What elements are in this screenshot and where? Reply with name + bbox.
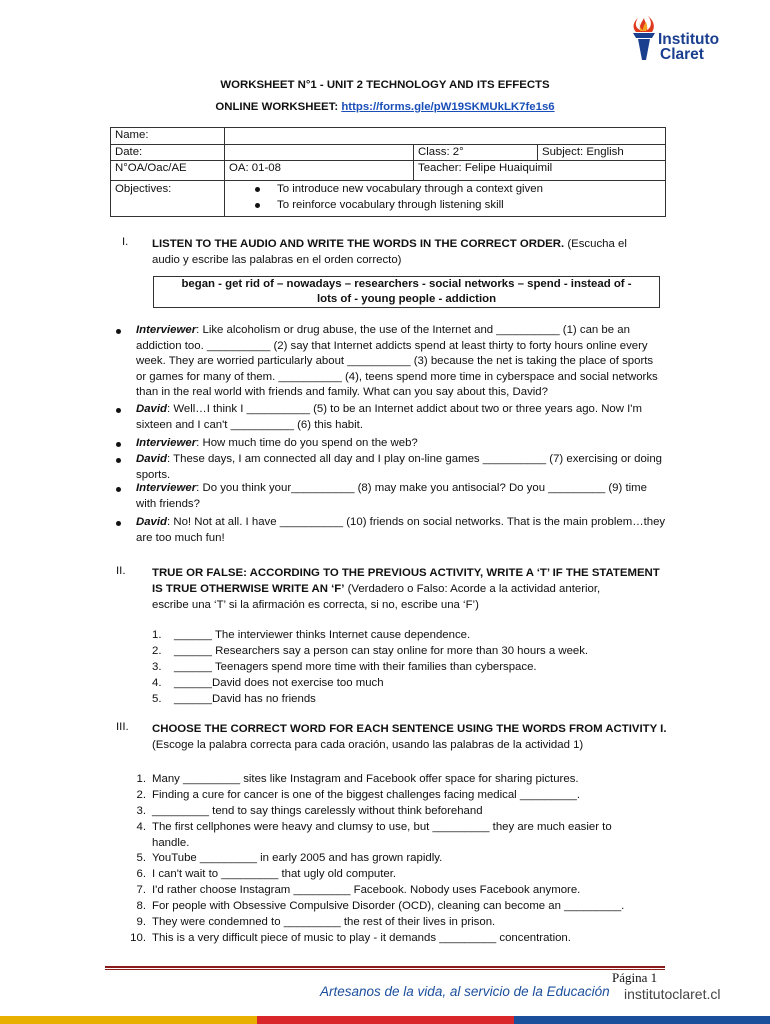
speaker-name: David — [136, 516, 168, 528]
bullet-icon — [116, 458, 121, 463]
item-number: 2. — [136, 788, 146, 801]
section2-number: II. — [116, 565, 126, 577]
footer-website: institutoclaret.cl — [624, 986, 721, 1002]
section2-heading — [152, 565, 672, 613]
dialogue-line: Interviewer: Like alcoholism or drug abuse, the use of the Internet and __________ (1) can be an — [136, 324, 630, 336]
item-number: 7. — [136, 884, 146, 897]
online-worksheet-line — [0, 101, 770, 113]
item-text: For people with Obsessive Compulsive Disorder (OCD), cleaning can become an _________. — [152, 900, 625, 913]
section2-title2: IS TRUE OTHERWISE WRITE AN ‘F’ — [152, 583, 345, 595]
dialogue-line: sixteen and I can't __________ (6) this habit. — [136, 418, 363, 431]
item-text: ______ The interviewer thinks Internet cause dependence. — [174, 629, 471, 641]
dialogue-line: David: These days, I am connected all day and I play on-line games __________ (7) exercising or doing — [136, 453, 662, 465]
class-label: Class: 2° — [414, 144, 538, 161]
dialogue-line: David: No! Not at all. I have __________ (10) friends on social networks. That is the main problem…they — [136, 516, 666, 528]
true-false-item — [152, 643, 672, 659]
item-text: _________ tend to say things carelessly without think beforehand — [152, 804, 483, 817]
section2-title3: escribe una ‘T’ si la afirmación es correcta, si no, escribe una ‘F’) — [152, 599, 479, 611]
name-field[interactable] — [225, 128, 666, 145]
dialogue-item — [116, 402, 716, 433]
true-false-item — [152, 627, 672, 643]
bullet-icon — [116, 329, 121, 334]
dialogue-text — [136, 402, 716, 433]
item-text: Finding a cure for cancer is one of the biggest challenges facing medical _________. — [152, 788, 581, 801]
speaker-name: Interviewer — [136, 324, 197, 336]
torch-icon — [630, 14, 658, 70]
dialogue-item — [116, 436, 716, 452]
logo-line1: Instituto — [658, 31, 720, 48]
item-text: ______David does not exercise too much — [174, 677, 384, 689]
footer-divider-thin — [105, 969, 665, 970]
choose-word-item — [124, 804, 684, 820]
item-number: 9. — [136, 916, 146, 929]
section3-number: III. — [116, 721, 129, 733]
dialogue-line: than in the real world with friends and family. What can you say about this, David? — [136, 386, 548, 398]
dialogue-text — [136, 436, 716, 452]
subject-label: Subject: English — [538, 144, 666, 161]
dialogue-item — [116, 515, 716, 546]
choose-word-item — [124, 836, 684, 852]
section1-heading — [152, 236, 672, 268]
footer-divider — [105, 966, 665, 968]
dialogue-line: addiction too. __________ (2) say that Internet addicts spend at least thirty to forty hours online every — [136, 339, 648, 352]
date-field[interactable] — [225, 144, 414, 161]
bullet-icon — [116, 442, 121, 447]
institute-logo — [630, 14, 750, 70]
word-bank-box — [153, 276, 660, 308]
section1-title-es2: audio y escribe las palabras en el orden correcto) — [152, 254, 402, 266]
item-text: I can't wait to _________ that ugly old computer. — [152, 868, 397, 881]
true-false-list — [152, 627, 672, 707]
objective-item: To introduce new vocabulary through a context given — [255, 182, 661, 198]
true-false-item — [152, 691, 672, 707]
teacher-label: Teacher: Felipe Huaiquimil — [414, 161, 666, 181]
item-text: Many _________ sites like Instagram and Facebook offer space for sharing pictures. — [152, 773, 579, 785]
item-number: 3. — [136, 804, 146, 817]
item-number: 4. — [152, 677, 162, 689]
item-number: 3. — [152, 661, 162, 673]
item-text: This is a very difficult piece of music to play - it demands _________ concentration. — [152, 931, 571, 944]
objectives-label: Objectives: — [111, 181, 225, 217]
section2-title1: TRUE OR FALSE: ACCORDING TO THE PREVIOUS ACTIVITY, WRITE A ‘T’ IF THE STATEMENT — [152, 567, 660, 579]
item-number: 8. — [136, 900, 146, 913]
section1-title: LISTEN TO THE AUDIO AND WRITE THE WORDS IN THE CORRECT ORDER. — [152, 238, 565, 250]
dialogue-text — [136, 515, 716, 546]
item-text: handle. — [152, 836, 190, 849]
choose-word-item — [124, 899, 684, 915]
dialogue-text — [136, 323, 716, 401]
objective-item: To reinforce vocabulary through listening skill — [255, 198, 661, 214]
dialogue-line: David: Well…I think I __________ (5) to be an Internet addict about two or three years ago. Now I'm — [136, 403, 642, 415]
bullet-icon — [116, 521, 121, 526]
speaker-name: Interviewer — [136, 437, 197, 449]
item-number: 2. — [152, 645, 162, 657]
item-text: They were condemned to _________ the rest of their lives in prison. — [152, 916, 496, 929]
dialogue-line: Interviewer: How much time do you spend on the web? — [136, 437, 418, 449]
date-label: Date: — [111, 144, 225, 161]
word-bank-line1: began - get rid of – nowadays – researchers - social networks – spend - instead of - — [181, 278, 632, 290]
item-number: 5. — [152, 693, 162, 705]
item-number: 10. — [130, 931, 146, 944]
item-number: 1. — [152, 629, 162, 641]
item-number: 5. — [136, 852, 146, 865]
bullet-icon — [116, 408, 121, 413]
dialogue-item — [116, 481, 716, 512]
choose-word-item — [124, 915, 684, 931]
dialogue-item — [116, 452, 716, 483]
section3-title-es: (Escoge la palabra correcta para cada oración, usando las palabras de la actividad 1) — [152, 739, 584, 751]
item-text: The first cellphones were heavy and clumsy to use, but _________ they are much easier to — [152, 820, 612, 833]
dialogue-line: with friends? — [136, 497, 200, 510]
true-false-item — [152, 675, 672, 691]
choose-word-item — [124, 820, 684, 836]
dialogue-line: week. They are worried particularly about __________ (3) because the net is taking the place of sports — [136, 355, 654, 367]
dialogue-item — [116, 323, 716, 401]
choose-word-item — [124, 883, 684, 899]
online-label: ONLINE WORKSHEET: — [215, 101, 339, 113]
choose-word-item — [124, 851, 684, 867]
dialogue-line: are too much fun! — [136, 531, 225, 544]
dialogue-text — [136, 452, 716, 483]
worksheet-title: WORKSHEET N°1 - UNIT 2 TECHNOLOGY AND ITS EFFECTS — [220, 79, 550, 91]
true-false-item — [152, 659, 672, 675]
item-number: 6. — [136, 868, 146, 881]
oa-value: OA: 01-08 — [225, 161, 414, 181]
name-label: Name: — [111, 128, 225, 145]
oa-label: N°OA/Oac/AE — [111, 161, 225, 181]
item-text: YouTube _________ in early 2005 and has grown rapidly. — [152, 852, 443, 865]
section3-title: CHOOSE THE CORRECT WORD FOR EACH SENTENCE USING THE WORDS FROM ACTIVITY I. — [152, 723, 667, 735]
dialogue-line: Interviewer: Do you think your__________ (8) may make you antisocial? Do you _________ (9) time — [136, 482, 647, 494]
item-number: 1. — [136, 773, 146, 785]
speaker-name: Interviewer — [136, 482, 197, 494]
item-text: ______ Teenagers spend more time with their families than cyberspace. — [174, 661, 537, 673]
item-text: I'd rather choose Instagram _________ Facebook. Nobody uses Facebook anymore. — [152, 884, 581, 897]
item-text: ______ Researchers say a person can stay online for more than 30 hours a week. — [174, 645, 589, 657]
choose-word-item — [124, 867, 684, 883]
choose-word-item — [124, 931, 684, 947]
footer-slogan: Artesanos de la vida, al servicio de la Educación — [320, 984, 610, 999]
dialogue-text — [136, 481, 716, 512]
word-bank-line2: lots of - young people - addiction — [316, 293, 497, 305]
section1-title-es: (Escucha el — [567, 238, 627, 250]
online-worksheet-link[interactable]: https://forms.gle/pW19SKMUkLK7fe1s6 — [341, 101, 555, 113]
bullet-icon — [116, 487, 121, 492]
footer-color-bar — [0, 1016, 770, 1024]
speaker-name: David — [136, 403, 168, 415]
choose-word-item — [124, 772, 684, 788]
item-number: 4. — [136, 820, 146, 833]
choose-word-item — [124, 788, 684, 804]
info-table — [110, 127, 666, 217]
section3-heading — [152, 721, 692, 753]
dialogue-line: or games for many of them. __________ (4), teens spend more time in cyberspace and social networks — [136, 370, 658, 383]
logo-line2: Claret — [660, 46, 704, 63]
item-text: ______David has no friends — [174, 693, 316, 705]
objectives-list — [225, 181, 666, 217]
section1-number: I. — [122, 236, 129, 248]
speaker-name: David — [136, 453, 168, 465]
section2-title2-es: (Verdadero o Falso: Acorde a la actividad anterior, — [347, 583, 601, 595]
dialogue-line: sports. — [136, 468, 171, 481]
page-number: Página 1 — [612, 970, 658, 985]
choose-word-list — [124, 772, 684, 947]
